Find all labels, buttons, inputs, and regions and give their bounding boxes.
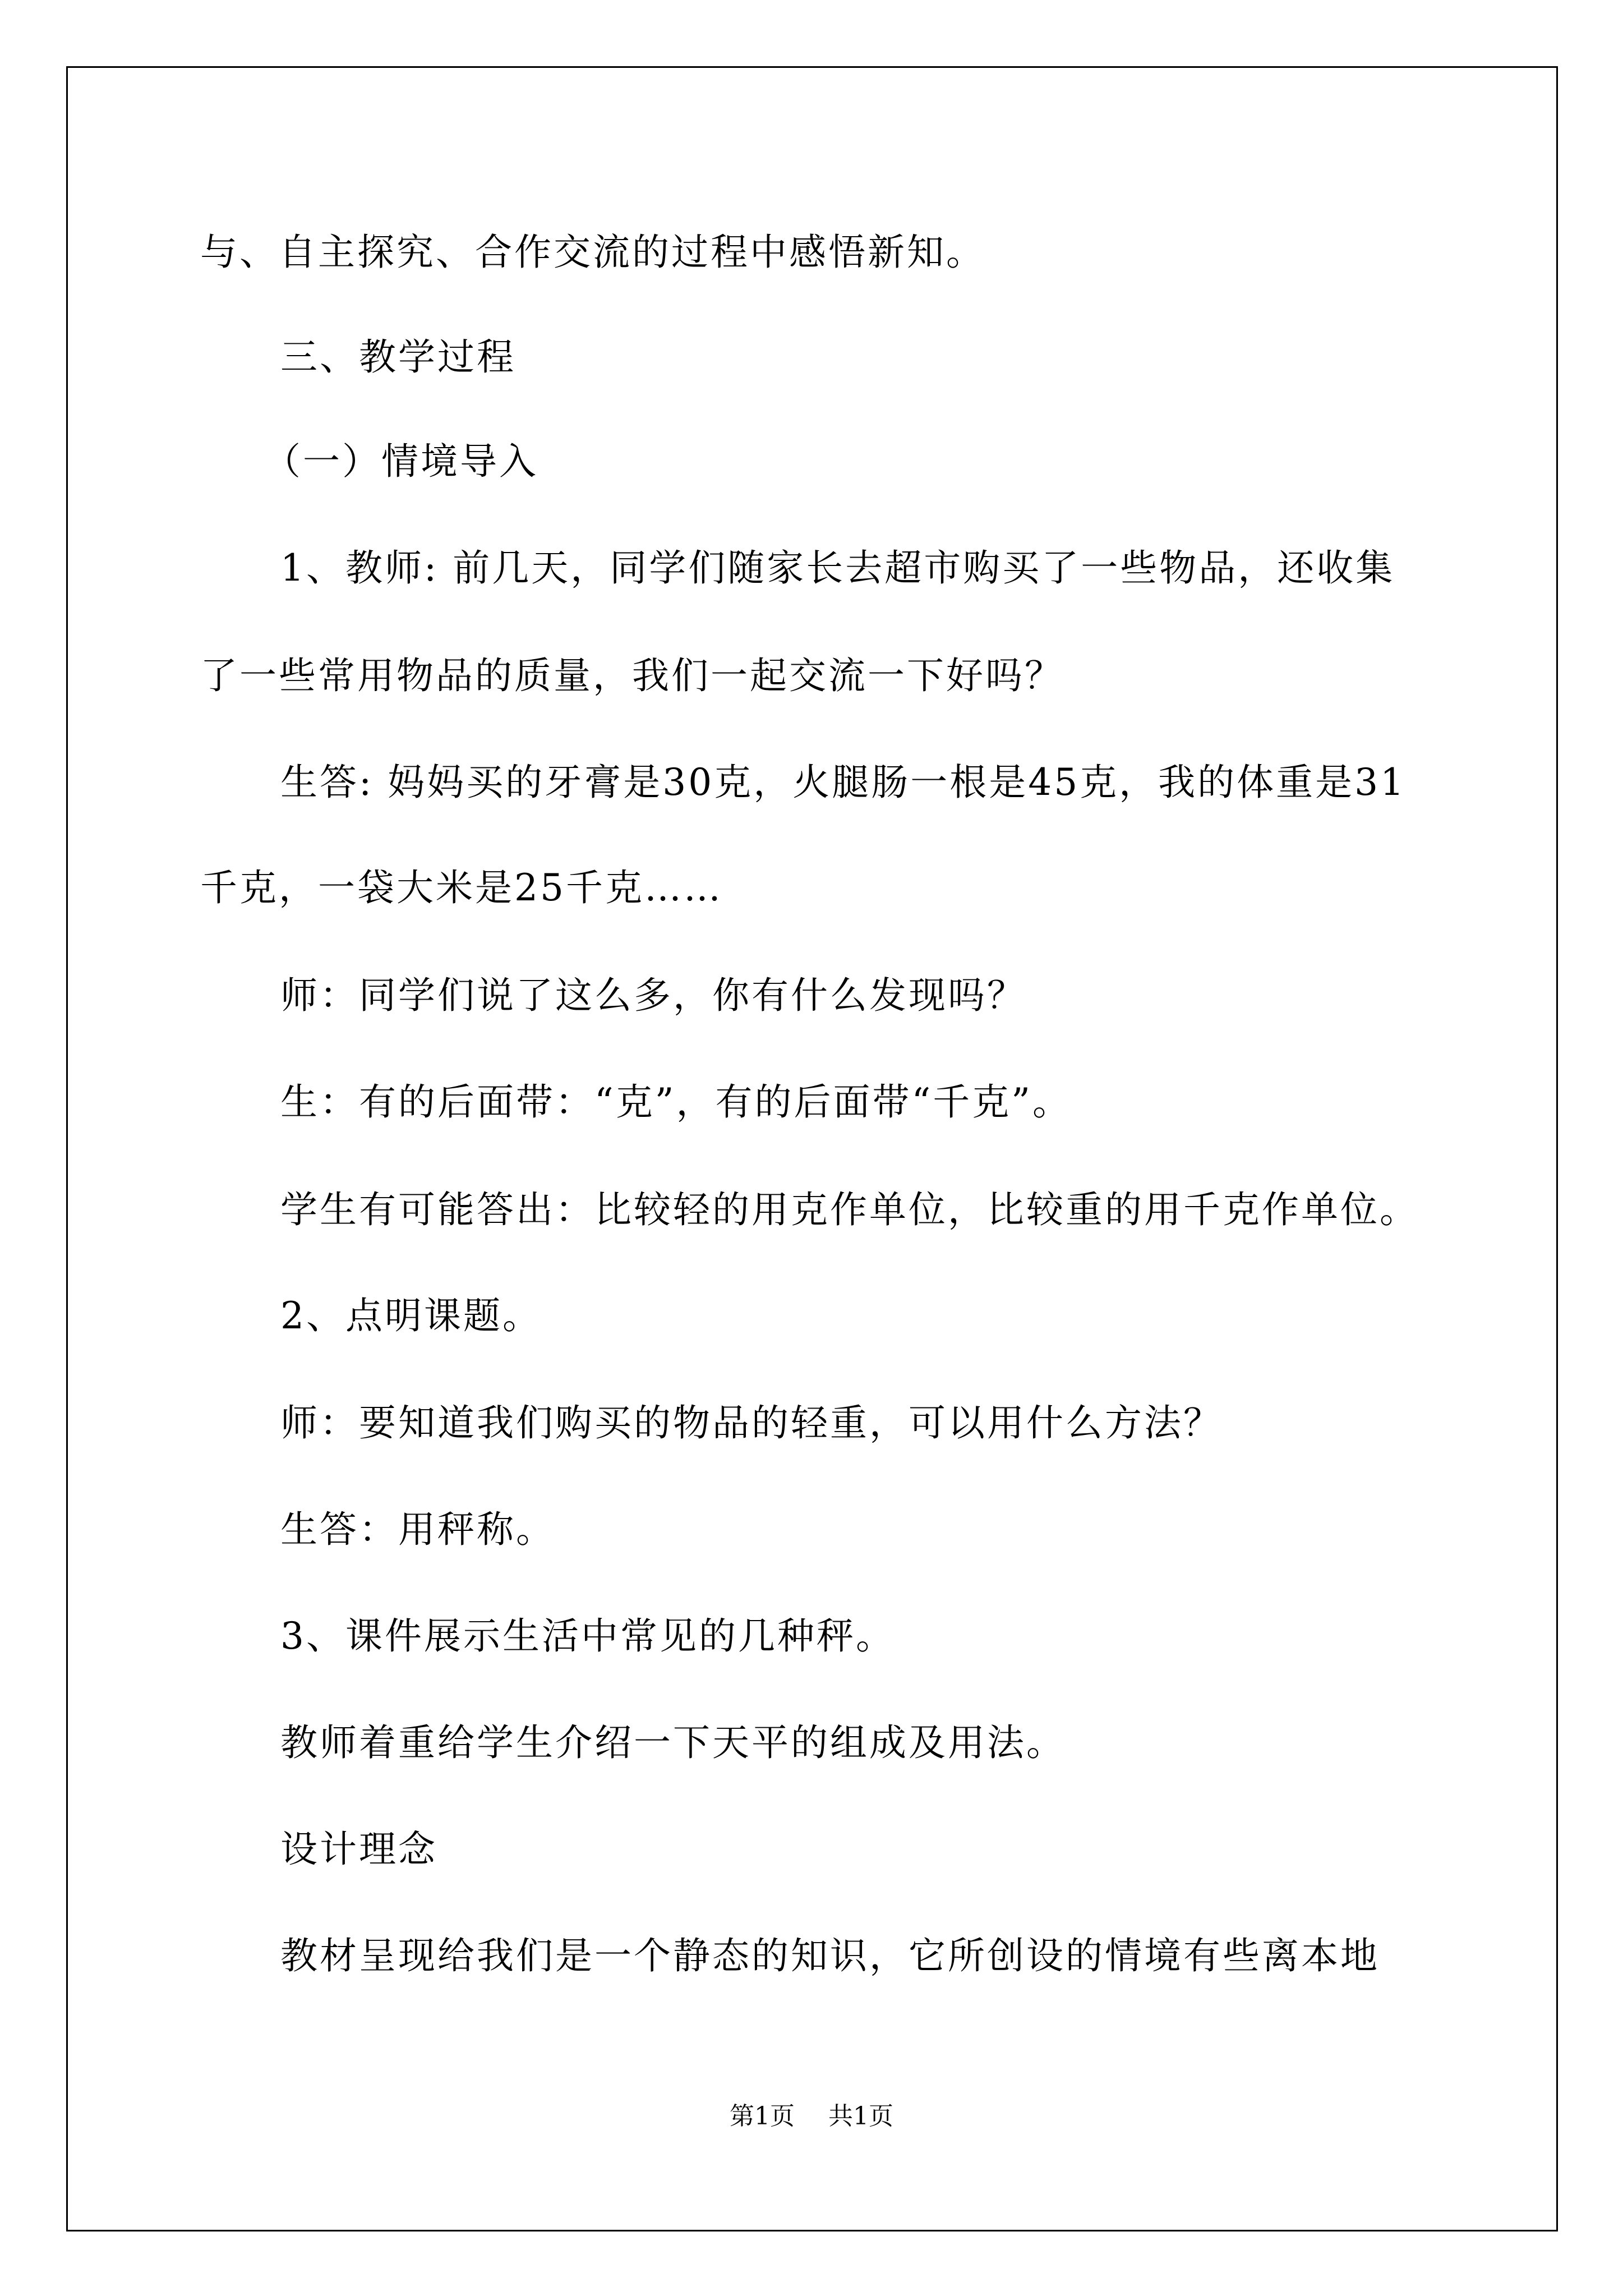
paragraph-line: 2、点明课题。	[280, 1294, 542, 1337]
paragraph-line: 与、自主探究、合作交流的过程中感悟新知。	[200, 231, 985, 274]
paragraph-line: 千克，一袋大米是25千克……	[200, 866, 723, 909]
paragraph-line: 教材呈现给我们是一个静态的知识，它所创设的情境有些离本地	[280, 1934, 1380, 1977]
paragraph-heading: 设计理念	[280, 1828, 437, 1871]
paragraph-line: 生答: 妈妈买的牙膏是30克，火腿肠一根是45克，我的体重是31	[280, 761, 1407, 804]
paragraph-line: 了一些常用物品的质量，我们一起交流一下好吗？	[200, 654, 1064, 697]
page-footer	[0, 2101, 1623, 2132]
section-heading: 三、教学过程	[280, 335, 516, 379]
page-border	[66, 66, 1558, 2231]
paragraph-line: 学生有可能答出：比较轻的用克作单位，比较重的用千克作单位。	[280, 1188, 1419, 1231]
paragraph-line: 教师着重给学生介绍一下天平的组成及用法。	[280, 1721, 1066, 1764]
paragraph-line: 师：要知道我们购买的物品的轻重，可以用什么方法？	[280, 1401, 1223, 1444]
paragraph-line: 生答：用秤称。	[280, 1508, 555, 1551]
paragraph-line: 生：有的后面带：“克”，有的后面带“千克”。	[280, 1080, 1072, 1124]
page-number-total: 共1页	[828, 2102, 893, 2131]
page-number-current: 第1页	[730, 2102, 795, 2131]
paragraph-line: 3、课件展示生活中常见的几种秤。	[280, 1614, 895, 1658]
subsection-heading: （一）情境导入	[264, 440, 538, 483]
paragraph-line: 1、教师: 前几天，同学们随家长去超市购买了一些物品，还收集	[280, 546, 1395, 590]
paragraph-line: 师：同学们说了这么多，你有什么发现吗？	[280, 974, 1026, 1017]
